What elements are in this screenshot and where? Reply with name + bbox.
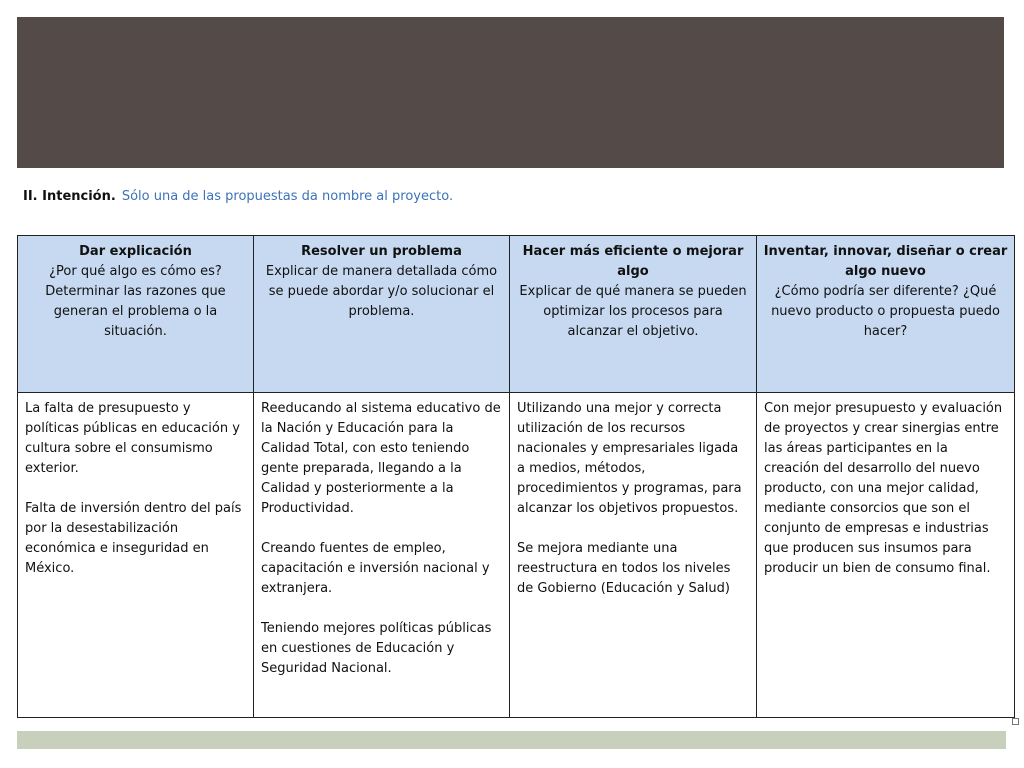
cell-paragraph: Falta de inversión dentro del país por la desestabilización económica e inseguridad en México. — [25, 501, 242, 576]
cell-paragraph: Creando fuentes de empleo, capacitación e inversión nacional y extranjera. — [261, 541, 490, 596]
column-description: ¿Por qué algo es cómo es? Determinar las razones que generan el problema o la situación. — [45, 264, 226, 339]
header-cell-explicacion — [18, 236, 254, 393]
cell-paragraph: Se mejora mediante una reestructura en todos los niveles de Gobierno (Educación y Salud) — [517, 541, 731, 596]
resize-handle[interactable] — [1012, 718, 1019, 725]
body-cell-explicacion — [18, 393, 254, 718]
cell-paragraph: La falta de presupuesto y políticas públicas en educación y cultura sobre el consumismo exterior. — [25, 401, 240, 476]
cell-paragraph: Reeducando al sistema educativo de la Nación y Educación para la Calidad Total, con esto teniendo gente preparada, llegando a la Calidad y posteriormente a la Productividad. — [261, 401, 501, 516]
table-header-row — [18, 236, 1015, 393]
intention-table — [17, 235, 1015, 718]
column-description: Explicar de manera detallada cómo se puede abordar y/o solucionar el problema. — [265, 264, 498, 319]
column-title: Hacer más eficiente o mejorar algo — [522, 244, 744, 279]
column-description: Explicar de qué manera se pueden optimizar los procesos para alcanzar el objetivo. — [519, 284, 747, 339]
section-subtitle: Sólo una de las propuestas da nombre al proyecto. — [121, 189, 454, 204]
body-cell-resolver — [254, 393, 510, 718]
cell-paragraph: Utilizando una mejor y correcta utilización de los recursos nacionales y empresariales ligada a medios, métodos, procedimientos y programas, para alcanzar los objetivos propuestos. — [517, 401, 742, 516]
header-cell-inventar — [757, 236, 1015, 393]
footer-band — [17, 731, 1006, 749]
body-cell-eficiente — [510, 393, 757, 718]
title-banner — [17, 17, 1004, 168]
table-body-row — [18, 393, 1015, 718]
column-title: Dar explicación — [79, 244, 192, 259]
column-title: Resolver un problema — [301, 244, 462, 259]
column-description: ¿Cómo podría ser diferente? ¿Qué nuevo producto o propuesta puedo hacer? — [771, 284, 1000, 339]
cell-paragraph: Teniendo mejores políticas públicas en cuestiones de Educación y Seguridad Nacional. — [261, 621, 492, 676]
header-cell-eficiente — [510, 236, 757, 393]
cell-paragraph: Con mejor presupuesto y evaluación de proyectos y crear sinergias entre las áreas participantes en la creación del desarrollo del nuevo producto, con una mejor calidad, mediante consorcios que son el conjunto de empresas e industrias que producen sus insumos para producir un bien de consumo final. — [764, 401, 1003, 576]
section-label: II. Intención. — [23, 189, 116, 204]
section-heading — [23, 189, 453, 204]
column-title: Inventar, innovar, diseñar o crear algo nuevo — [763, 244, 1008, 279]
body-cell-inventar — [757, 393, 1015, 718]
header-cell-resolver — [254, 236, 510, 393]
